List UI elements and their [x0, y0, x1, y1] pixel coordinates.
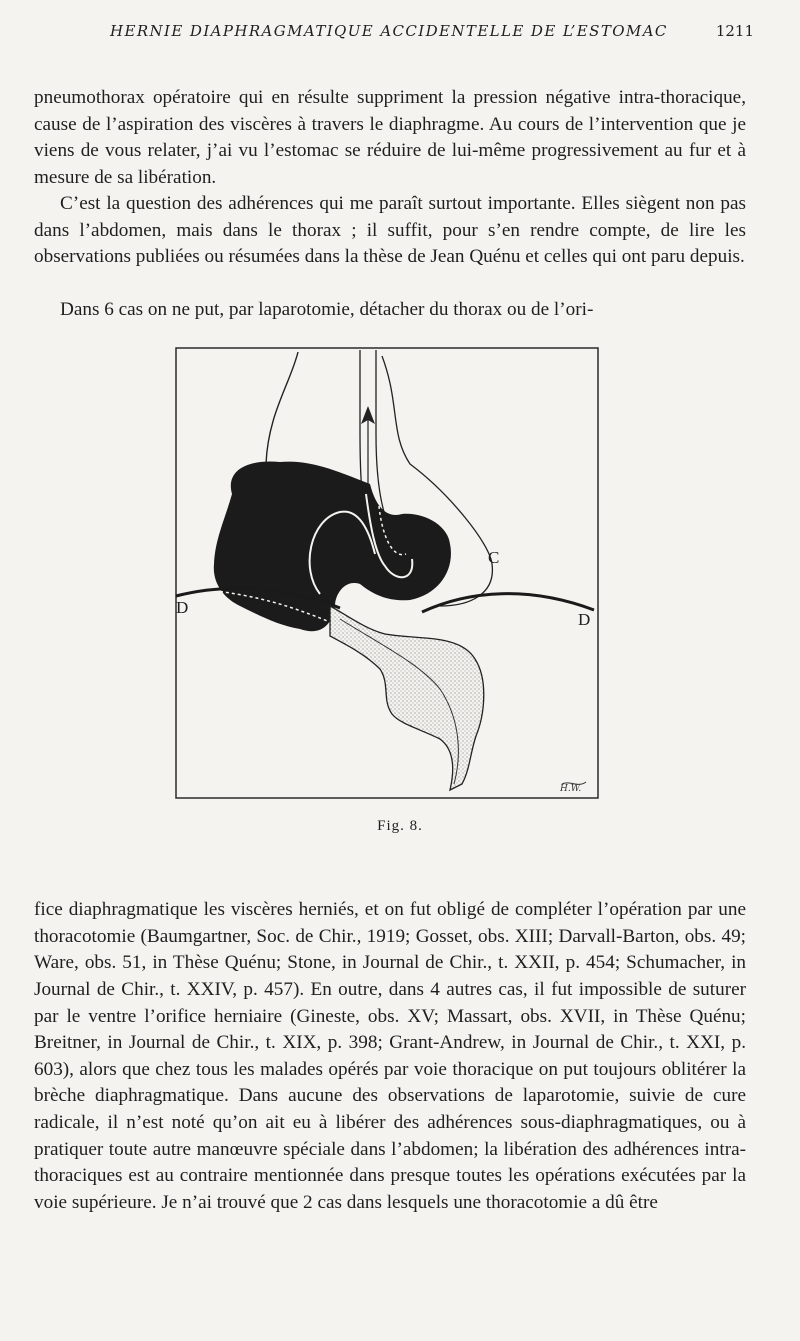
- running-title: HERNIE DIAPHRAGMATIQUE ACCIDENTELLE DE L’ESTOMAC: [110, 22, 668, 40]
- figure-label-d-left: D: [176, 598, 189, 617]
- page-number: 1211: [715, 22, 754, 40]
- diaphragm-right: [422, 594, 594, 612]
- figure-signature: H.W.: [560, 784, 582, 794]
- figure-caption: Fig. 8.: [377, 818, 423, 834]
- paragraph-2: C’est la question des adhérences qui me paraît surtout importante. Elles siègent non pas dans l’abdomen, mais dans le thorax ; il suffit, pour s’en rendre compte, de lire les observations publiées ou résumées dans la thèse de Jean Quénu et celles qui ont paru depuis.: [34, 193, 746, 268]
- paragraph-1: pneumothorax opératoire qui en résulte suppriment la pression négative intra-thoracique, cause de l’aspiration des viscères à travers le diaphragme. Au cours de l’intervention que je viens de vous relater, j’ai vu l’estomac se réduire de lui-même progressivement au fur et à mesure de sa libération.: [34, 87, 746, 188]
- esophagus-right-wall: [376, 350, 388, 524]
- figure-label-d-right: D: [578, 610, 591, 629]
- figure-illustration: [170, 344, 602, 804]
- abdominal-stomach: [330, 606, 484, 790]
- anatomical-figure: [170, 344, 602, 804]
- paragraph-3: Dans 6 cas on ne put, par laparotomie, détacher du thorax ou de l’ori-: [60, 299, 594, 321]
- running-header: [0, 20, 800, 46]
- figure-label-c: C: [488, 548, 500, 567]
- paragraph-4: fice diaphragmatique les viscères herniés, et on fut obligé de compléter l’opération par une thoracotomie (Baumgartner, Soc. de Chir., 1919; Gosset, obs. XIII; Darvall-Barton, obs. 49; Ware, obs. 51, in Thèse Quénu; Stone, in Journal de Chir., t. XXII, p. 454; Schumacher, in Journal de Chir., t. XXIV, p. 457). En outre, dans 4 autres cas, il fut impossible de suturer par le ventre l’orifice herniaire (Gineste, obs. XV; Massart, obs. XVII, in Thèse Quénu; Breitner, in Journal de Chir., t. XIX, p. 398; Grant-Andrew, in Journal de Chir., t. XXI, p. 603), alors que chez tous les malades opérés par voie thoracique on put toujours oblitérer la brèche diaphragmatique. Dans aucune des observations de laparotomie, suivie de cure radicale, il n’est noté qu’on ait eu à libérer des adhérences sous-diaphragmatiques, ou à pratiquer toute autre manœuvre spéciale dans l’abdomen; la libération des adhérences intra-thoraciques est au contraire mentionnée dans presque toutes les opérations exécutées par la voie supérieure. Je n’ai trouvé que 2 cas dans lesquels une thoracotomie a dû être: [34, 899, 746, 1213]
